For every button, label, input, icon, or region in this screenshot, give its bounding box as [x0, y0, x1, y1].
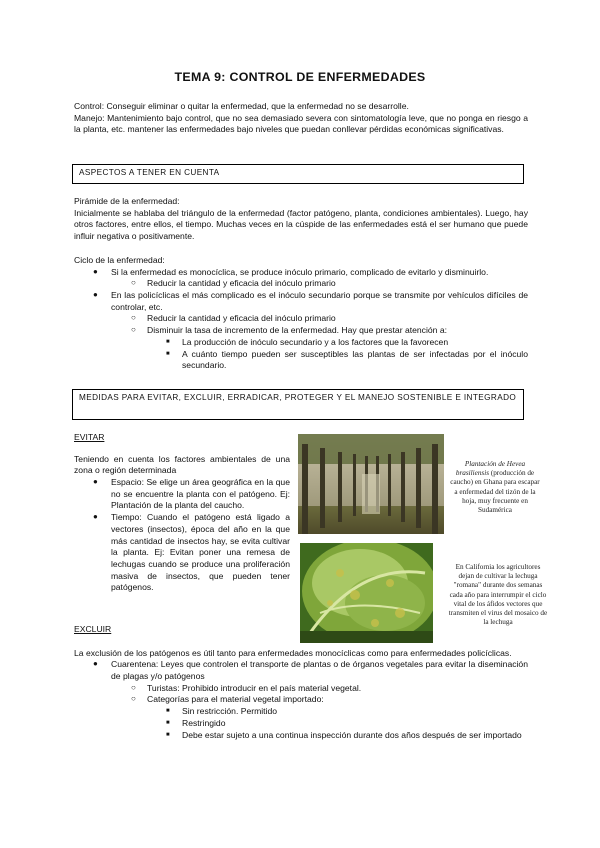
piramide-title: Pirámide de la enfermedad:	[74, 196, 180, 206]
circle-bullet-icon: ○	[131, 694, 136, 704]
bullet-icon: ●	[93, 477, 98, 487]
caucho-caption: Plantación de Hevea brasiliensis (producción de caucho) en Ghana para escapar a enfermedad del tizón de la hoja, muy frecuente en Sudamérica	[450, 460, 540, 515]
evitar-list	[74, 477, 290, 594]
control-definition: Control: Conseguir eliminar o quitar la enfermedad, que la enfermedad no se desarrolle.	[74, 101, 409, 111]
circle-bullet-icon: ○	[131, 278, 136, 288]
square-bullet-icon: ■	[166, 708, 170, 715]
piramide-text: Inicialmente se hablaba del triángulo de la enfermedad (factor patógeno, planta, condiciones ambientales). Luego, hay otros factores, entre ellos, el tiempo. Muchas veces en la cúspide de las enfermedades está el ser humano que puede influir negativa o positivamente.	[74, 207, 528, 242]
list-item: ■ La producción de inóculo secundario y a los factores que la favorecen	[166, 336, 449, 347]
bullet-icon: ●	[93, 512, 98, 522]
bullet-icon: ●	[93, 266, 98, 276]
evitar-block	[74, 432, 290, 594]
list-item: ■ A cuánto tiempo pueden ser susceptibles las plantas de ser infectadas por el inóculo secundario.	[166, 348, 528, 371]
bullet-icon: ●	[93, 659, 98, 669]
list-item: ■ Sin restricción. Permitido	[166, 706, 278, 717]
ciclo-block	[74, 255, 528, 372]
rubber-plantation-photo	[298, 434, 444, 534]
square-bullet-icon: ■	[166, 338, 170, 345]
circle-bullet-icon: ○	[131, 313, 136, 323]
list-item: ● Tiempo: Cuando el patógeno está ligado a vectores (insectos), época del año en la que más cantidad de insectos hay, se evita cultivar la planta. Ej: Evitan poner una remesa de lechugas cuando se produce una proliferación masiva de insectos, que pueden tener patógenos.	[93, 512, 290, 593]
evitar-intro: Teniendo en cuenta los factores ambientales de una zona o región determinada	[74, 453, 290, 476]
page-title: TEMA 9: CONTROL DE ENFERMEDADES	[174, 70, 426, 84]
list-item: ○ Reducir la cantidad y eficacia del inóculo primario	[131, 313, 336, 324]
list-item: ● Espacio: Se elige un área geográfica en la que no se encuentre la planta con el patógeno. Ej: Plantación de la planta del caucho.	[93, 477, 290, 511]
list-item: ■ Debe estar sujeto a una continua inspección durante dos años después de ser importado	[166, 729, 522, 740]
excluir-intro: La exclusión de los patógenos es útil tanto para enfermedades monocíclicas como para enfermedades policíclicas.	[74, 647, 512, 658]
section-heading-medidas: MEDIDAS PARA EVITAR, EXCLUIR, ERRADICAR, PROTEGER Y EL MANEJO SOSTENIBLE E INTEGRADO	[72, 389, 524, 420]
list-item: ○ Categorías para el material vegetal importado:	[131, 694, 324, 705]
list-item: ○ Turistas: Prohibido introducir en el país material vegetal.	[131, 682, 362, 693]
section-heading-aspectos: ASPECTOS A TENER EN CUENTA	[72, 164, 524, 184]
excluir-title: EXCLUIR	[74, 624, 112, 634]
square-bullet-icon: ■	[166, 350, 170, 357]
bullet-icon: ●	[93, 290, 98, 300]
list-item: ○ Reducir la cantidad y eficacia del inóculo primario	[131, 278, 336, 289]
excluir-block	[74, 624, 528, 741]
excluir-list	[74, 659, 528, 741]
circle-bullet-icon: ○	[131, 325, 136, 335]
square-bullet-icon: ■	[166, 719, 170, 726]
intro-block	[74, 101, 528, 136]
list-item: ■ Restringido	[166, 717, 226, 728]
evitar-title: EVITAR	[74, 432, 105, 442]
list-item: ● En las policíclicas el más complicado es el inóculo secundario porque se transmite por vehículos difíciles de controlar, etc.	[93, 290, 528, 312]
list-item: ● Cuarentena: Leyes que controlen el transporte de plantas o de órganos vegetales para evitar la diseminación de plagas y/o patógenos	[93, 659, 528, 682]
ciclo-title: Ciclo de la enfermedad:	[74, 255, 165, 265]
circle-bullet-icon: ○	[131, 682, 136, 692]
ciclo-list	[74, 267, 528, 372]
list-item: ○ Disminuir la tasa de incremento de la enfermedad. Hay que prestar atención a:	[131, 325, 447, 336]
lechuga-caption: En California los agricultores dejan de cultivar la lechuga "romana" durante dos semanas cada año para interrumpir el ciclo vital de los áfidos vectores que transmiten el virus del mosaico de la lechuga	[448, 563, 548, 627]
piramide-block	[74, 196, 528, 243]
square-bullet-icon: ■	[166, 731, 170, 738]
list-item: ● Si la enfermedad es monocíclica, se produce inóculo primario, complicado de evitarlo y disminuirlo.	[93, 266, 489, 277]
manejo-definition: Manejo: Mantenimiento bajo control, que no sea demasiado severa con sintomatología leve, que no ponga en riesgo a la planta, etc. mantener las enfermedades bajo niveles que puedan conllevar pérdidas económicas significativas.	[74, 112, 528, 135]
